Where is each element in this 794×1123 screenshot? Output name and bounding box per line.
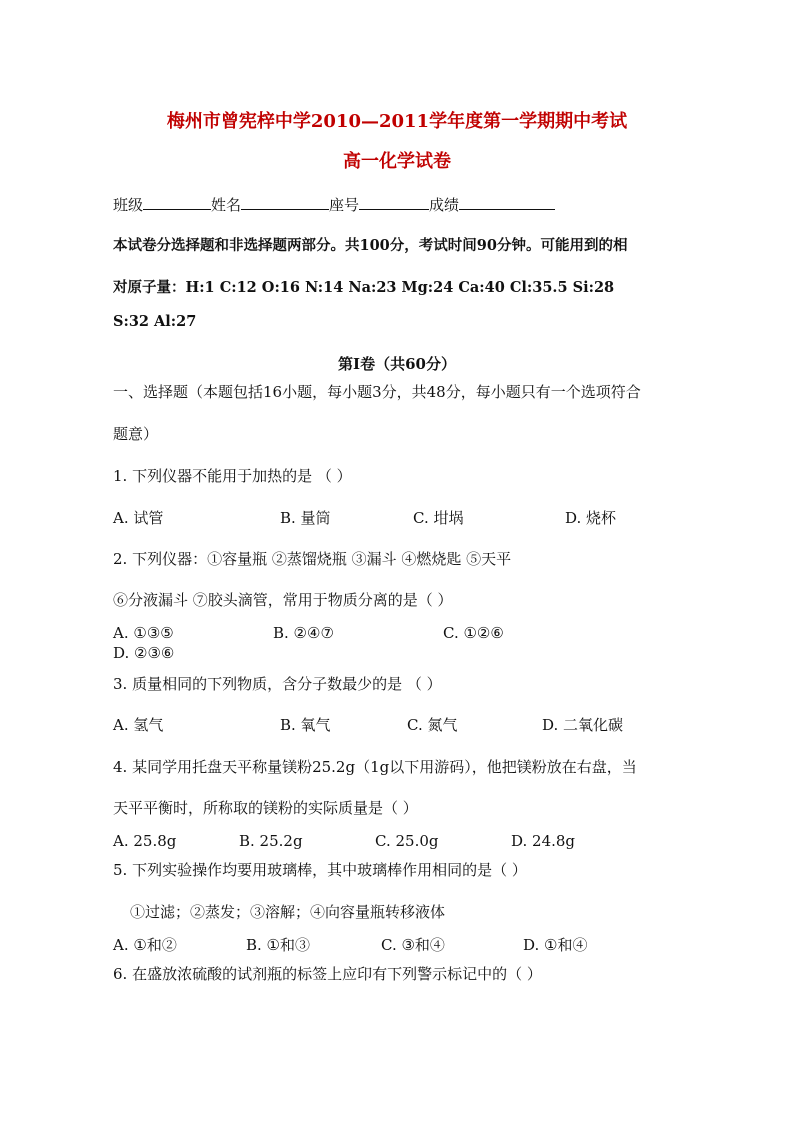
q4-option-d: D. 24.8g [511,832,576,850]
intro-line-3: S:32 Al:27 [113,313,197,330]
q5-option-b: B. ①和③ [246,936,311,954]
question-6-stem: 6. 在盛放浓硫酸的试剂瓶的标签上应印有下列警示标记中的（ ） [113,965,542,983]
q2-option-a: A. ①③⑤ [113,624,174,642]
q5-option-d: D. ①和④ [523,936,588,954]
q2-option-b: B. ②④⑦ [273,624,334,642]
q4-option-a: A. 25.8g [113,832,177,850]
q5-option-a: A. ①和② [113,936,177,954]
q5-option-c: C. ③和④ [381,936,445,954]
question-5-items: ①过滤；②蒸发；③溶解；④向容量瓶转移液体 [130,903,446,921]
q1-option-b: B. 量筒 [280,509,331,527]
q2-option-c: C. ①②⑥ [443,624,504,642]
q4-option-c: C. 25.0g [375,832,439,850]
q3-option-c: C. 氮气 [407,716,458,734]
question-5-stem: 5. 下列实验操作均要用玻璃棒，其中玻璃棒作用相同的是（ ） [113,861,527,879]
student-info-line [113,195,555,215]
q3-option-a: A. 氢气 [113,716,164,734]
seat-label: 座号 [329,196,360,214]
q4-option-b: B. 25.2g [239,832,303,850]
question-4-stem-2: 天平平衡时，所称取的镁粉的实际质量是（ ） [113,799,418,817]
q3-option-d: D. 二氧化碳 [542,716,624,734]
q3-option-b: B. 氧气 [280,716,331,734]
name-label: 姓名 [211,196,242,214]
section-instructions-1: 一、选择题（本题包括16小题，每小题3分，共48分，每小题只有一个选项符合 [113,383,641,401]
intro-line-1: 本试卷分选择题和非选择题两部分。共100分，考试时间90分钟。可能用到的相 [113,237,628,254]
intro-line-2: 对原子量：H:1 C:12 O:16 N:14 Na:23 Mg:24 Ca:40 Cl:35.5 Si:28 [113,279,615,296]
exam-title: 梅州市曾宪梓中学2010—2011学年度第一学期期中考试 [166,111,628,132]
section-instructions-2: 题意） [113,425,159,443]
question-2-stem-2: ⑥分液漏斗 ⑦胶头滴管，常用于物质分离的是（ ） [113,591,453,609]
seat-blank [359,195,429,210]
question-1-stem: 1. 下列仪器不能用于加热的是 （ ） [113,467,352,485]
q1-option-d: D. 烧杯 [565,509,617,527]
question-2-stem-1: 2. 下列仪器：①容量瓶 ②蒸馏烧瓶 ③漏斗 ④燃烧匙 ⑤天平 [113,550,512,568]
q2-option-d: D. ②③⑥ [113,644,175,662]
score-label: 成绩 [429,196,460,214]
class-label: 班级 [113,196,144,214]
class-blank [143,195,211,210]
section-heading: 第Ⅰ卷（共60分） [338,355,456,373]
exam-subtitle: 高一化学试卷 [343,151,451,172]
q1-option-c: C. 坩埚 [413,509,464,527]
question-3-stem: 3. 质量相同的下列物质，含分子数最少的是 （ ） [113,675,442,693]
q1-option-a: A. 试管 [113,509,164,527]
name-blank [241,195,329,210]
question-4-stem-1: 4. 某同学用托盘天平称量镁粉25.2g（1g以下用游码），他把镁粉放在右盘，当 [113,758,637,776]
score-blank [459,195,555,210]
